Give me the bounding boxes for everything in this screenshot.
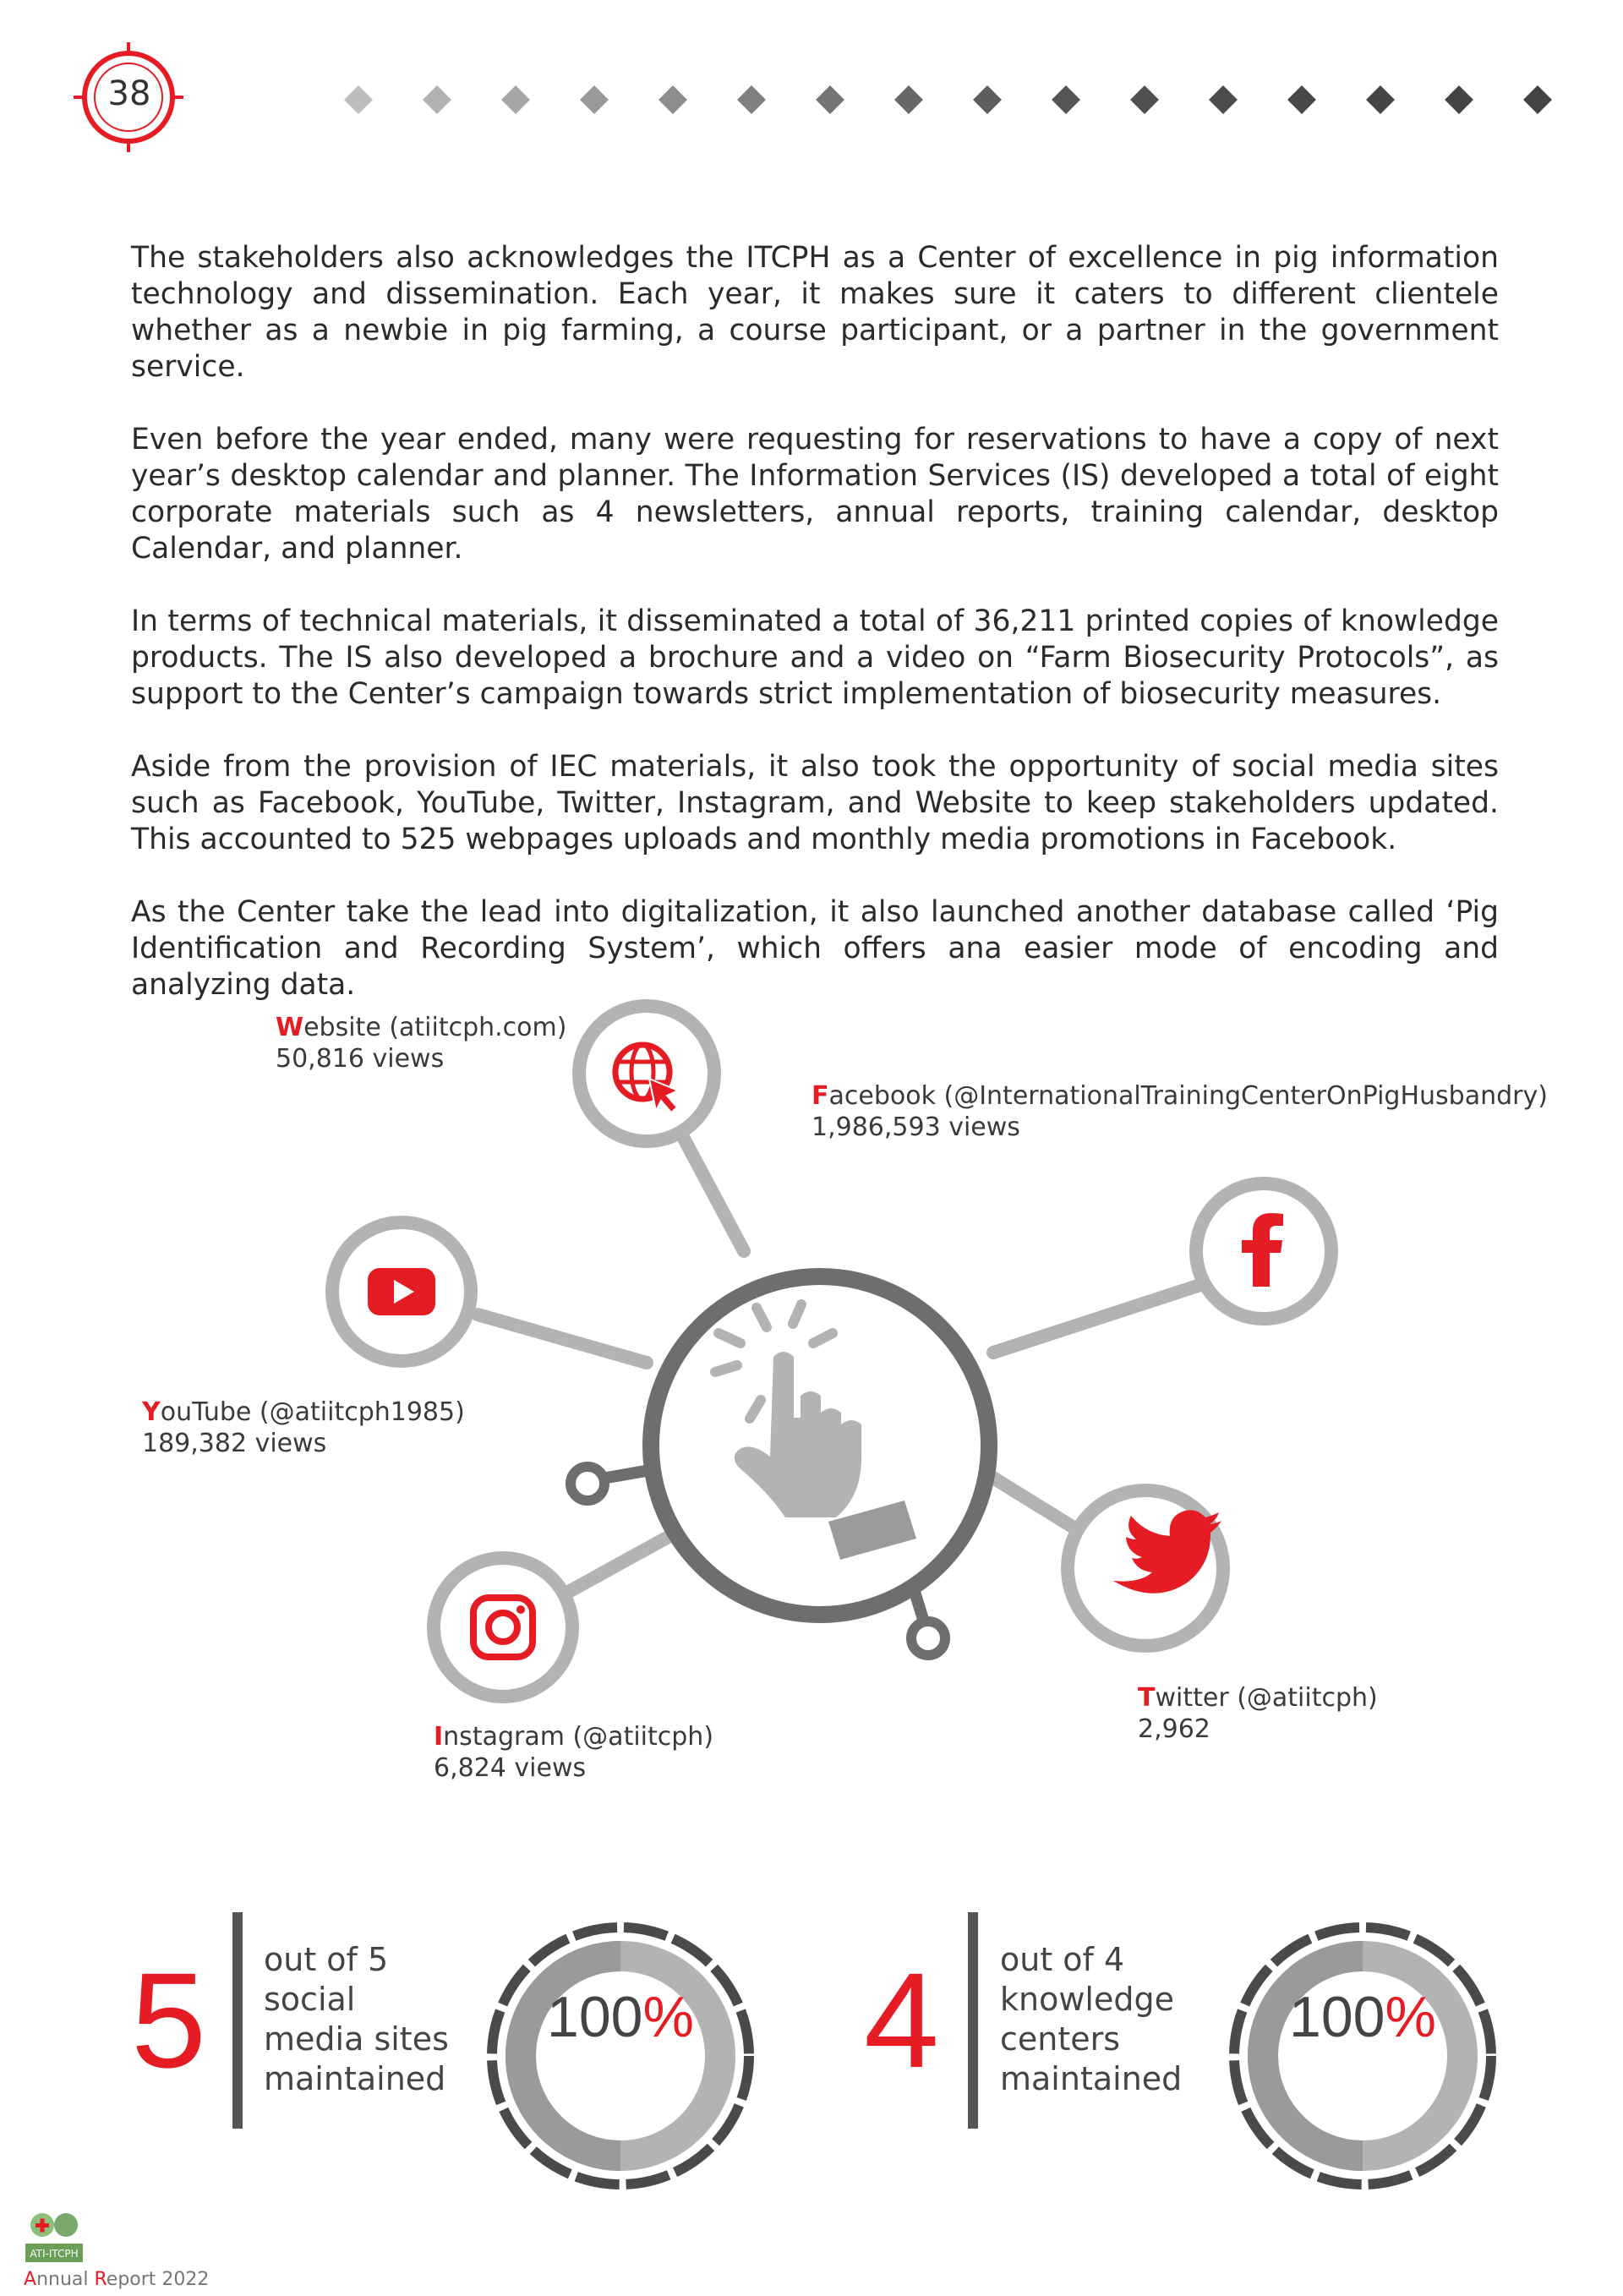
stat-divider	[232, 1912, 243, 2129]
paragraph: The stakeholders also acknowledges the ITCPH as a Center of excellence in pig information technology and dissemination. Each year, it makes sure it caters to different clientele whether as a newbie in pig farming, a course participant, or a partner in the government service.	[131, 241, 1499, 384]
youtube-label	[142, 1397, 465, 1459]
twitter-views: 2,962	[1138, 1714, 1210, 1744]
paragraph: In terms of technical materials, it disseminated a total of 36,211 printed copies of knowledge products. The IS also developed a brochure and a video on “Farm Biosecurity Protocols”, as support to the Center’s campaign towards strict implementation of biosecurity measures.	[131, 604, 1499, 711]
progress-value: 100%	[547, 1985, 694, 2049]
stat-line: maintained	[1000, 2060, 1183, 2097]
stat-line: maintained	[264, 2060, 446, 2097]
logo-text: ATI-ITCPH	[30, 2248, 79, 2260]
facebook-views: 1,986,593 views	[812, 1112, 1020, 1142]
body-text	[131, 240, 1499, 1040]
stat-description	[1000, 1940, 1182, 2099]
progress-ring	[484, 1919, 757, 2193]
facebook-icon	[1196, 1184, 1331, 1319]
instagram-label	[434, 1721, 713, 1784]
website-title: Website (atiitcph.com)	[276, 1013, 567, 1042]
instagram-views: 6,824 views	[434, 1753, 587, 1783]
youtube-views: 189,382 views	[142, 1429, 327, 1458]
instagram-icon	[434, 1558, 572, 1697]
page-number: 38	[107, 74, 151, 113]
stat-divider	[968, 1912, 978, 2129]
facebook-title: Facebook (@InternationalTrainingCenterOnPigHusbandry)	[812, 1081, 1548, 1111]
stat-description	[264, 1940, 449, 2099]
youtube-title: YouTube (@atiitcph1985)	[142, 1397, 465, 1427]
progress-value: 100%	[1289, 1985, 1436, 2049]
stat-number: 4	[864, 1944, 939, 2096]
youtube-icon	[332, 1222, 471, 1361]
ati-itcph-logo	[24, 2206, 85, 2267]
twitter-icon	[1068, 1490, 1223, 1646]
paragraph: Aside from the provision of IEC materials, it also took the opportunity of social media sites such as Facebook, YouTube, Twitter, Instagram, and Website to keep stakeholders updated. This accounted to 525 webpages uploads and monthly media promotions in Facebook.	[131, 750, 1499, 856]
twitter-title: Twitter (@atiitcph)	[1138, 1683, 1378, 1713]
twitter-label	[1138, 1682, 1378, 1745]
stat-line: social	[264, 1981, 356, 2018]
instagram-title: Instagram (@atiitcph)	[434, 1722, 714, 1752]
website-label	[276, 1012, 566, 1074]
paragraph: Even before the year ended, many were requesting for reservations to have a copy of next year’s desktop calendar and planner. The Information Services (IS) developed a total of eight corporate materials such as 4 newsletters, annual reports, training calendar, desktop Calendar, and planner.	[131, 423, 1499, 566]
progress-ring	[1226, 1919, 1500, 2193]
stat-line: centers	[1000, 2020, 1121, 2058]
stat-line: media sites	[264, 2020, 449, 2058]
stat-line: knowledge	[1000, 1981, 1174, 2018]
paragraph: As the Center take the lead into digitalization, it also launched another database called ‘Pig Identification and Recording System’, which offers ana easier mode of encoding and analyzing data.	[131, 895, 1499, 1002]
footer-text: Annual Report 2022	[24, 2269, 210, 2290]
stat-number: 5	[131, 1944, 206, 2096]
stat-line: out of 5	[264, 1941, 389, 1978]
website-views: 50,816 views	[276, 1044, 445, 1074]
stat-line: out of 4	[1000, 1941, 1125, 1978]
facebook-label	[812, 1080, 1548, 1143]
hand-click-icon	[651, 1276, 989, 1615]
